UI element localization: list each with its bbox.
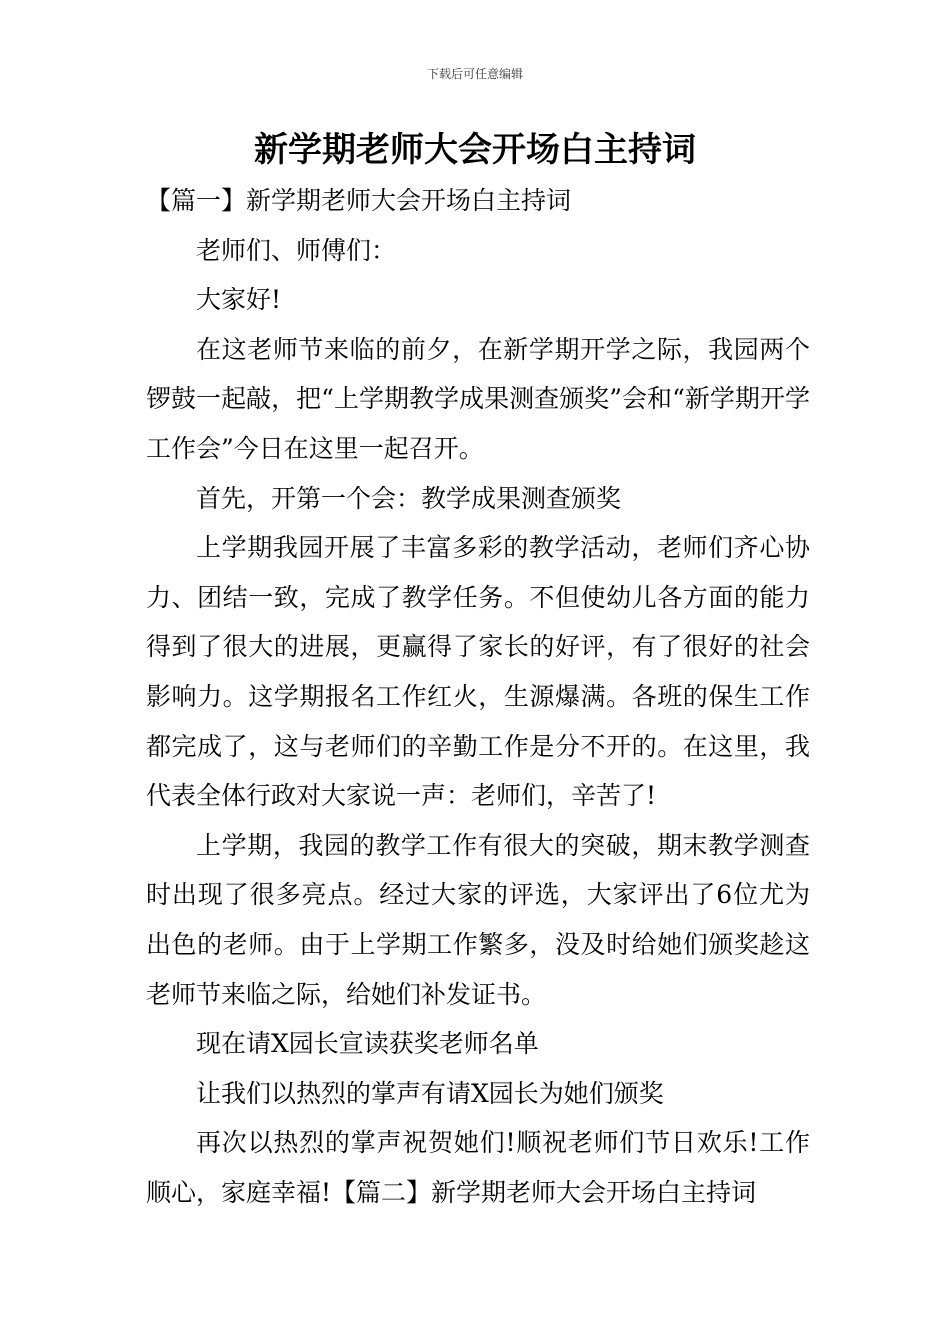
section-heading: 【篇一】新学期老师大会开场白主持词 bbox=[146, 186, 572, 215]
body-paragraph: 让我们以热烈的掌声有请X园长为她们颁奖 bbox=[196, 1078, 664, 1108]
body-paragraph: 首先，开第一个会：教学成果测查颁奖 bbox=[196, 483, 622, 513]
body-paragraph: 在这老师节来临的前夕，在新学期开学之际，我园两个锣鼓一起敲，把“上学期教学成果测查颁奖”会和“新学期开学工作会”今日在这里一起召开。 bbox=[146, 334, 810, 463]
body-paragraph: 上学期我园开展了丰富多彩的教学活动，老师们齐心协力、团结一致，完成了教学任务。不但使幼儿各方面的能力得到了很大的进展，更赢得了家长的好评，有了很好的社会影响力。这学期报名工作红火，生源爆满。各班的保生工作都完成了，这与老师们的辛勤工作是分不开的。在这里，我代表全体行政对大家说一声：老师们，辛苦了! bbox=[146, 533, 810, 811]
document-title: 新学期老师大会开场白主持词 bbox=[254, 130, 696, 170]
body-paragraph: 现在请X园长宣读获奖老师名单 bbox=[196, 1029, 539, 1059]
document-body bbox=[146, 176, 810, 1217]
page-header-note: 下载后可任意编辑 bbox=[426, 67, 523, 81]
body-paragraph: 再次以热烈的掌声祝贺她们!顺祝老师们节日欢乐!工作顺心，家庭幸福!【篇二】新学期老师大会开场白主持词 bbox=[146, 1128, 810, 1207]
body-paragraph: 上学期，我园的教学工作有很大的突破，期末教学测查时出现了很多亮点。经过大家的评选，大家评出了6位尤为出色的老师。由于上学期工作繁多，没及时给她们颁奖趁这老师节来临之际，给她们补发证书。 bbox=[146, 830, 810, 1009]
salutation-paragraph: 老师们、师傅们： bbox=[196, 235, 397, 265]
greeting-paragraph: 大家好! bbox=[196, 285, 282, 315]
